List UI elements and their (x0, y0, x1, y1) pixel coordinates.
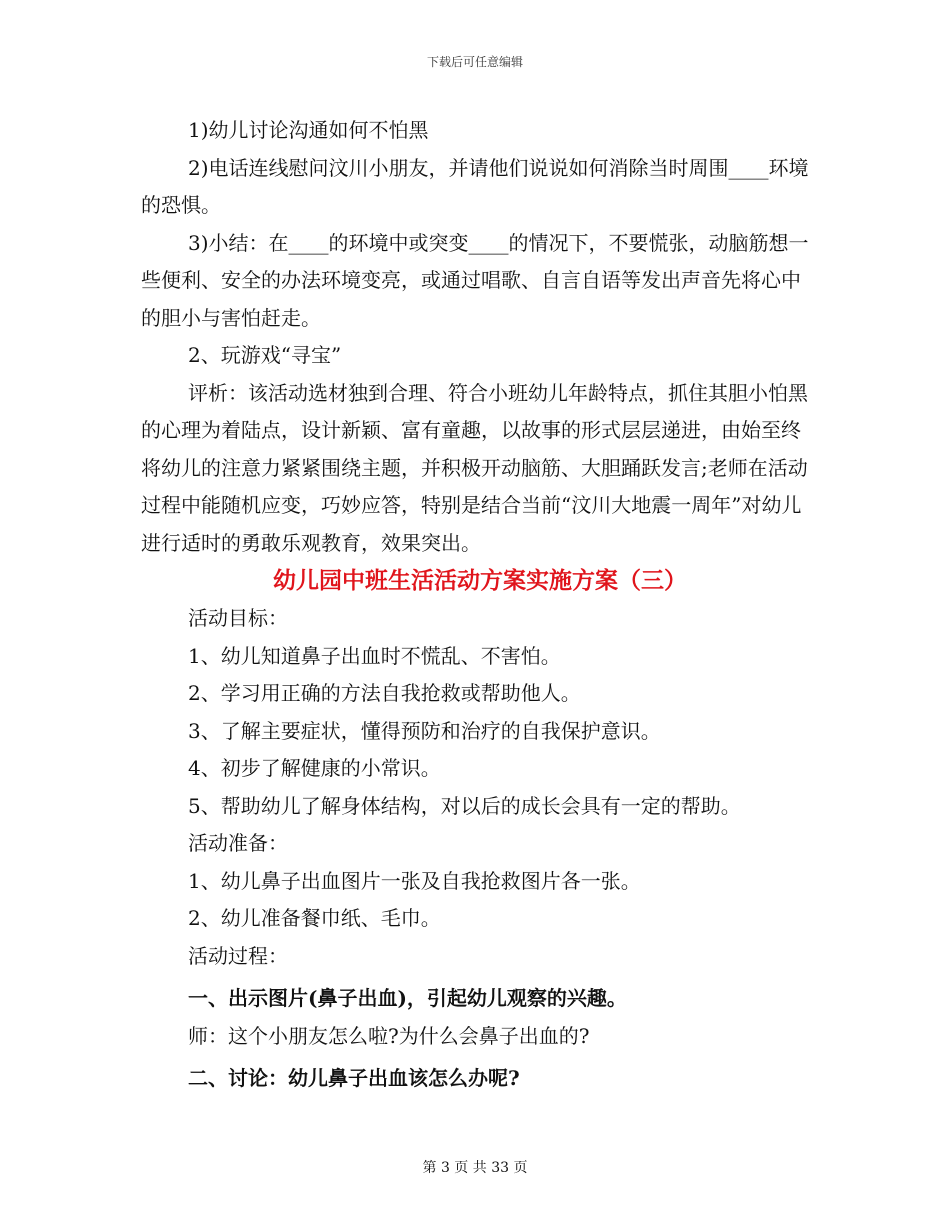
paragraph-review: 评析：该活动选材独到合理、符合小班幼儿年龄特点，抓住其胆小怕黑的心理为着陆点，设计新颖、富有童趣，以故事的形式层层递进，由始至终将幼儿的注意力紧紧围绕主题，并积极开动脑筋、大胆踊跃发言;老师在活动过程中能随机应变，巧妙应答，特别是结合当前“汶川大地震一周年”对幼儿进行适时的勇敢乐观教育，效果突出。 (141, 380, 808, 555)
goals-label: 活动目标： (188, 606, 288, 630)
goal-item: 1、幼儿知道鼻子出血时不慌乱、不害怕。 (188, 643, 561, 668)
paragraph-discuss: 1)幼儿讨论沟通如何不怕黑 (188, 118, 429, 142)
paragraph-phone-call: 2)电话连线慰问汶川小朋友，并请他们说说如何消除当时周围____环境的恐惧。 (141, 155, 809, 217)
goal-item: 5、帮助幼儿了解身体结构，对以后的成长会具有一定的帮助。 (188, 793, 741, 818)
page-footer: 第 3 页 共 33 页 (422, 1160, 528, 1176)
goal-item: 2、学习用正确的方法自我抢救或帮助他人。 (188, 681, 581, 705)
paragraph-summary: 3)小结：在____的环境中或突变____的情况下，不要慌张，动脑筋想一些便利、安全的办法环境变亮，或通过唱歌、自言自语等发出声音先将心中的胆小与害怕赶走。 (141, 230, 809, 330)
step-heading: 二、讨论：幼儿鼻子出血该怎么办呢? (188, 1066, 520, 1090)
page-header: 下载后可任意编辑 (426, 55, 523, 69)
process-label: 活动过程： (188, 943, 288, 968)
document-body (141, 112, 811, 1098)
prep-item: 1、幼儿鼻子出血图片一张及自我抢救图片各一张。 (188, 868, 641, 893)
goal-item: 3、了解主要症状，懂得预防和治疗的自我保护意识。 (188, 718, 661, 743)
goal-item: 4、初步了解健康的小常识。 (188, 756, 441, 780)
prep-item: 2、幼儿准备餐巾纸、毛巾。 (188, 906, 441, 930)
prep-label: 活动准备： (188, 831, 288, 855)
section-title: 幼儿园中班生活活动方案实施方案（三） (273, 567, 687, 594)
teacher-question: 师：这个小朋友怎么啦?为什么会鼻子出血的? (188, 1023, 590, 1048)
paragraph-game: 2、玩游戏“寻宝” (188, 343, 342, 367)
step-heading: 一、出示图片(鼻子出血)，引起幼儿观察的兴趣。 (188, 986, 627, 1010)
